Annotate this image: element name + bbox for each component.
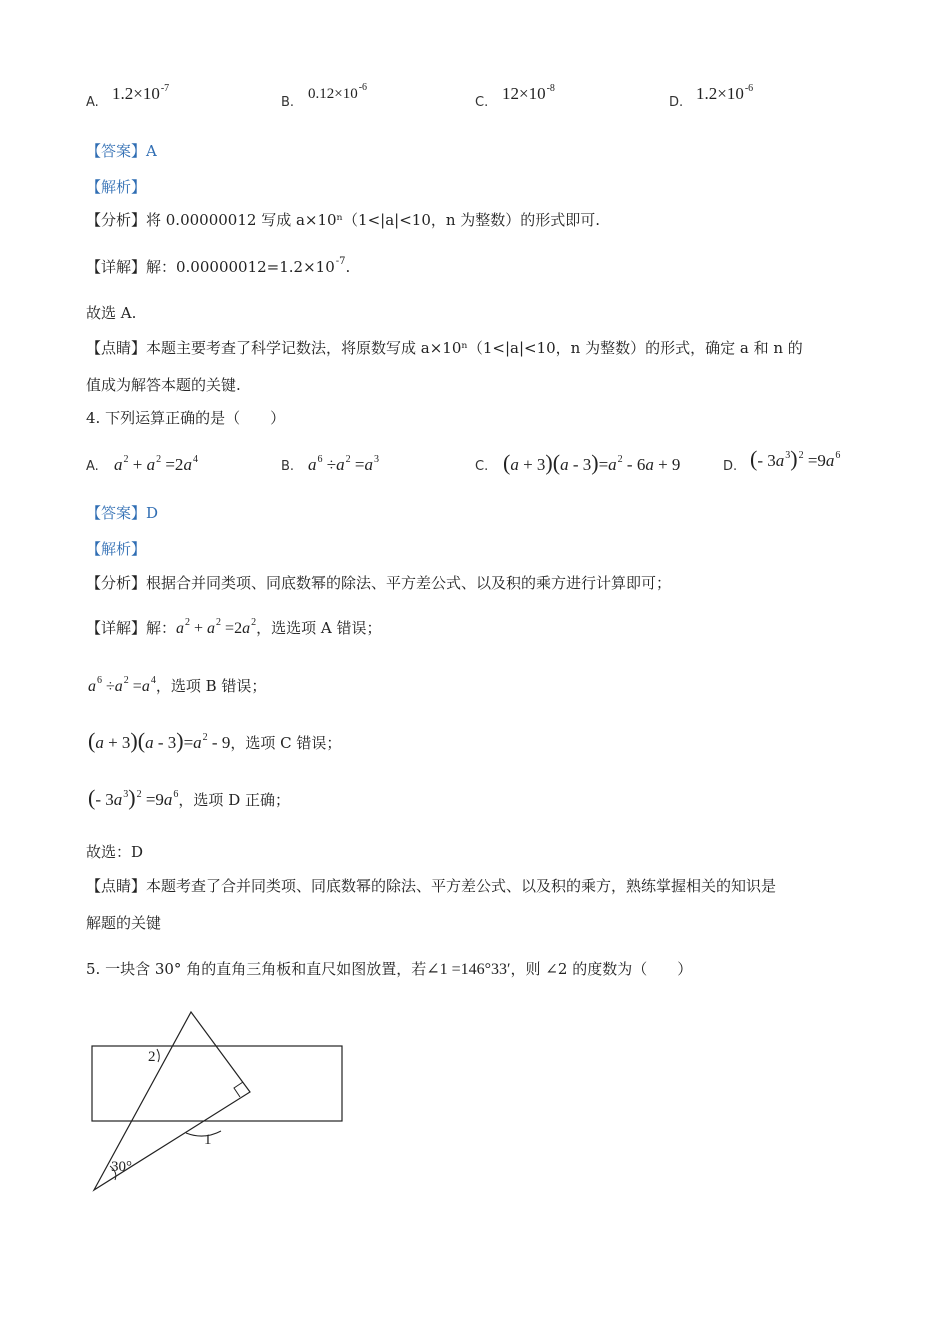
q3-comment-line1: 【点睛】本题主要考查了科学记数法，将原数写成 a×10ⁿ（1<|a|<10，n 为整数）的形式，确定 a 和 n 的 xyxy=(86,339,803,357)
ruler-rect xyxy=(92,1046,342,1121)
q3-detail: 【详解】解：$0.00000012=1.2\times 10^{-7}$. xyxy=(86,256,351,276)
q3-analysis: 【分析】将 0.00000012 写成 a×10ⁿ（1<|a|<10，n 为整数）的形式即可. xyxy=(86,211,601,229)
q3-option-a-value: $1.2\times 10^{-7}$ xyxy=(112,83,170,103)
q4-option-a-expr: $a^2 + a^2 =2a^4$ xyxy=(114,454,198,474)
q4-detail-d: (- $3a^3)^2 =9a^6$，选项 D 正确； xyxy=(88,785,290,810)
q4-detail-c: $(a + 3)(a - 3)=a^2 - 9$，选项 C 错误； xyxy=(88,728,342,753)
angle-2-arc xyxy=(157,1049,159,1062)
label-angle-2: 2 xyxy=(148,1049,156,1065)
q4-option-c-expr: $(a + 3)(a - 3)=a^2 - 6a + 9$ xyxy=(503,450,681,475)
q3-option-d-label: D. xyxy=(669,95,684,110)
right-angle-mark xyxy=(234,1082,243,1097)
q4-detail-a: 【详解】解：$a^2 + a^2 =2a^2$，选选项 A 错误； xyxy=(86,617,382,637)
label-angle-30: 30° xyxy=(111,1159,132,1175)
q4-option-b-label: B. xyxy=(281,459,295,474)
q3-option-c-value: $12\times 10^{-8}$ xyxy=(502,83,555,103)
q3-conclusion: 故选 A. xyxy=(86,304,137,322)
q5-stem: 5. 一块含 30° 角的直角三角板和直尺如图放置，若∠1 =146°33′，则 ∠2 的度数为（ ） xyxy=(86,960,693,978)
q3-option-b-label: B. xyxy=(281,95,295,110)
q4-option-c-label: C. xyxy=(475,459,489,474)
q3-jiexi-heading: 【解析】 xyxy=(86,178,147,196)
q4-comment-line1: 【点睛】本题考查了合并同类项、同底数幂的除法、平方差公式、以及积的乘方，熟练掌握相关的知识是 xyxy=(86,877,777,895)
q4-answer: 【答案】D xyxy=(86,504,159,522)
q3-option-c-label: C. xyxy=(475,95,489,110)
q4-conclusion: 故选：D xyxy=(86,843,144,861)
label-angle-1: 1 xyxy=(204,1132,212,1148)
q4-comment-line2: 解题的关键 xyxy=(86,914,162,932)
q4-jiexi-heading: 【解析】 xyxy=(86,540,147,558)
q4-option-d-label: D. xyxy=(723,459,738,474)
q4-option-b-expr: $a^6 \div a^2 =a^3$ xyxy=(308,454,379,474)
q3-option-b-value: $0.12\times 10^{-6}$ xyxy=(308,82,368,102)
q4-analysis: 【分析】根据合并同类项、同底数幂的除法、平方差公式、以及积的乘方进行计算即可； xyxy=(86,574,672,592)
q4-detail-b: $a^6 \div a^2 =a^4$，选项 B 错误； xyxy=(88,675,267,695)
q4-option-d-expr: (- $3a^3)^2 =9a^6$ xyxy=(750,446,841,471)
q3-option-a-label: A. xyxy=(86,95,99,110)
q3-option-d-value: $1.2\times 10^{-6}$ xyxy=(696,83,754,103)
q3-comment-line2: 值成为解答本题的关键. xyxy=(86,376,241,394)
q4-stem: 4. 下列运算正确的是（ ） xyxy=(86,409,286,427)
q4-option-a-label: A. xyxy=(86,459,99,474)
q3-answer: 【答案】A xyxy=(86,142,157,160)
